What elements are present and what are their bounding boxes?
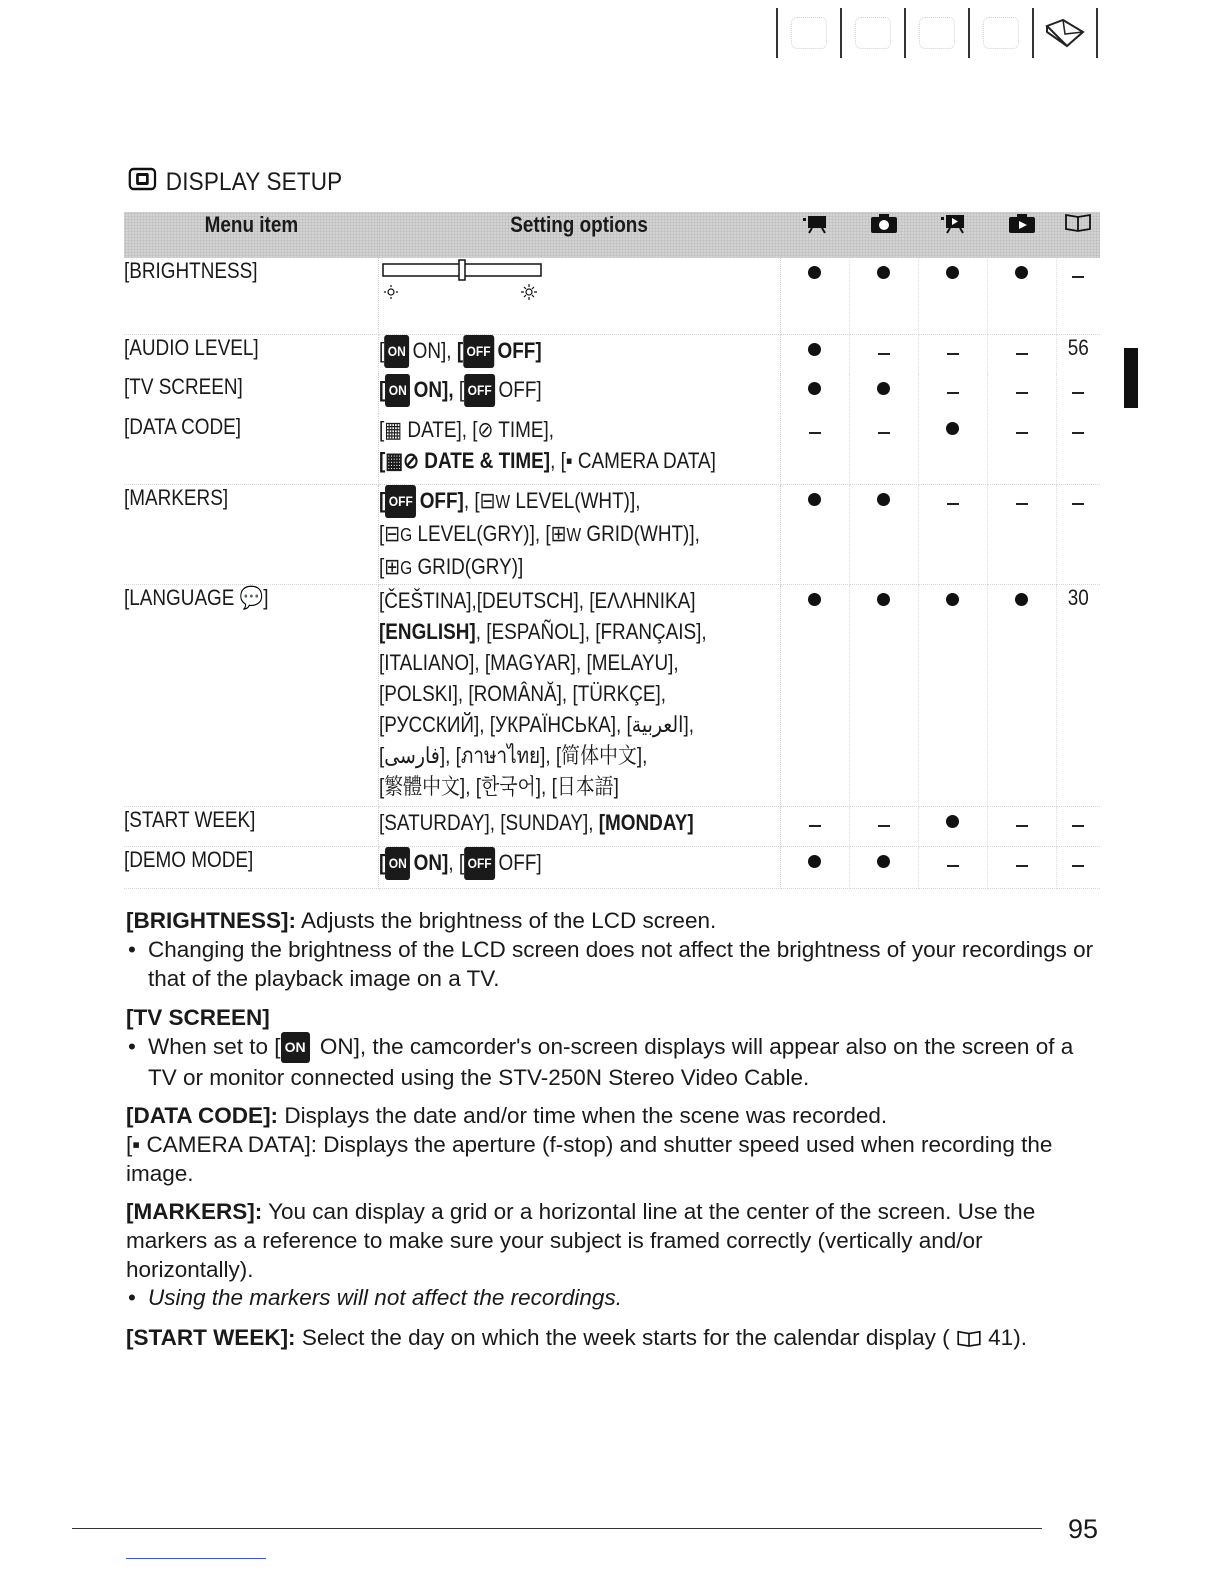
setting-options-cell: [ ON ON], [ OFF OFF] [378,334,780,374]
reference-cell: 30 [1056,584,1100,806]
table-row [124,414,1100,484]
movie-tab-icon [776,8,840,58]
header-tab-strip [776,8,1098,58]
menu-item-header: Menu item [124,212,378,258]
table-row [124,334,1100,374]
table-row [124,258,1100,334]
display-setup-table [124,212,1100,889]
on-badge-icon: ON [385,847,410,880]
brightness-note: • Changing the brightness of the LCD screen does not affect the brightness of your recordings or that of the playback image on a TV. [128,937,1094,991]
reference-cell [1056,414,1100,484]
brightness-scale-graphic [379,258,559,302]
movie-playback-icon [918,212,987,258]
mark-cell [918,258,987,334]
mark-cell [849,806,918,846]
footer-blue-rule [126,1558,266,1559]
table-row [124,584,1100,806]
markers-description: [MARKERS]: You can display a grid or a horizontal line at the center of the screen. Use the markers as a reference to make sure your subject is framed correctly (vertically and/or horizontally). [126,1199,1036,1282]
mark-cell [849,374,918,414]
start-week-description: [START WEEK]: Select the day on which the week starts for the calendar display ( 41). [126,1325,1027,1350]
mark-cell [987,806,1056,846]
menu-item-cell: [LANGUAGE 💬] [124,584,378,806]
table-row [124,806,1100,846]
level-marker-icon: ⊟ [383,520,400,546]
tv-screen-note: • When set to [ ON ON], the camcorder's on-screen displays will appear also on the screen of a TV or monitor connected using the STV-250N Stereo Video Cable. [128,1034,1074,1090]
mark-cell [780,846,849,888]
photo-tab-icon [840,8,904,58]
menu-item-cell: [BRIGHTNESS] [124,258,378,334]
setting-options-header: Setting options [378,212,780,258]
photo-playback-icon [987,212,1056,258]
reference-cell: 56 [1067,334,1089,360]
on-badge-icon: ON [384,335,409,368]
menu-item-cell: [AUDIO LEVEL] [124,334,378,374]
footer-rule [72,1528,1042,1529]
mark-cell [849,258,918,334]
off-badge-icon: OFF [385,485,416,518]
reference-cell [1056,846,1100,888]
book-reference-icon [950,1325,982,1350]
mark-cell [918,484,987,584]
dim-sun-icon [384,285,398,299]
date-time-icon: ▦⊘ [384,448,419,473]
menu-item-cell: [DEMO MODE] [124,846,378,888]
mark-cell [918,584,987,806]
section-title-text: DISPLAY SETUP [165,168,343,196]
photo-record-icon [849,212,918,258]
book-tab-icon [1032,8,1098,58]
on-badge-icon: ON [385,374,410,407]
camera-data-description: [▪ CAMERA DATA]: Displays the aperture (f-stop) and shutter speed used when recording the image. [126,1132,1053,1186]
reference-cell [1056,374,1100,414]
reference-cell [1056,258,1100,334]
language-speech-icon: 💬 [239,584,264,610]
setting-options-cell: [ OFF OFF], [⊟W LEVEL(WHT)], [⊟G LEVEL(GRY)], [⊞W GRID(WHT)], [⊞G GRID(GRY)] [378,484,780,584]
menu-item-cell: [TV SCREEN] [124,374,378,414]
chapter-thumb-bar [1124,348,1138,408]
camera-data-icon: ▪ [565,448,573,473]
mark-cell [849,584,918,806]
off-badge-icon: OFF [464,847,495,880]
level-marker-icon: ⊟ [479,487,495,513]
mark-cell [987,846,1056,888]
mark-cell [987,584,1056,806]
section-title [128,166,342,199]
setting-options-cell: [SATURDAY], [SUNDAY], [MONDAY] [378,806,780,846]
on-badge-icon: ON [281,1032,310,1063]
mark-cell [780,806,849,846]
menu-item-cell: [START WEEK] [124,806,378,846]
menu-item-cell: [MARKERS] [124,484,378,584]
mark-cell [918,806,987,846]
bright-sun-icon [521,284,537,300]
movie-record-icon [780,212,849,258]
table-header-row [124,212,1100,258]
brightness-slider [378,258,780,334]
mark-cell [987,258,1056,334]
mark-cell [849,846,918,888]
display-setup-icon [128,166,157,199]
mark-cell [780,584,849,806]
mark-cell [987,484,1056,584]
setting-options-cell: [▦ DATE], [⊘ TIME], [▦⊘ DATE & TIME], [▪ CAMERA DATA] [378,414,780,484]
calendar-icon: ▦ [383,417,402,442]
page-number: 95 [1068,1514,1099,1544]
reference-cell [1056,806,1100,846]
table-row [124,484,1100,584]
clock-icon: ⊘ [477,417,493,442]
mark-cell [780,484,849,584]
off-badge-icon: OFF [464,374,495,407]
mark-cell [918,846,987,888]
mark-cell [780,414,849,484]
setting-options-cell: [ ON ON], [ OFF OFF] [378,846,780,888]
mark-cell [987,414,1056,484]
mark-cell [918,414,987,484]
reference-cell [1056,484,1100,584]
data-code-description: [DATA CODE]: Displays the date and/or time when the scene was recorded. [126,1103,888,1128]
mark-cell [780,334,849,374]
grid-marker-icon: ⊞ [550,520,566,546]
brightness-description: [BRIGHTNESS]: Adjusts the brightness of the LCD screen. [126,908,717,933]
mark-cell [918,374,987,414]
mark-cell [987,374,1056,414]
table-row [124,374,1100,414]
playback-tab-icon [968,8,1032,58]
book-reference-icon [1056,212,1100,258]
mark-cell [918,334,987,374]
language-options-cell: [ČEŠTINA],[DEUTSCH], [ΕΛΛΗΝΙΚΑ] [ENGLISH], [ESPAÑOL], [FRANÇAIS], [ITALIANO], [MAGYAR], [MELAYU], [POLSKI], [ROMÂNĂ], [TÜRKÇE], [РУССКИЙ], [УКРАЇНСЬКА], [العربية], [فارسی], [ภาษาไทย], [简体中文], [繁體中文], [한국어], [日本語] [378,584,780,806]
setting-options-cell: [ ON ON], [ OFF OFF] [378,374,780,414]
mark-cell [987,334,1056,374]
camera-data-icon: ▪ [132,1132,141,1157]
table-row [124,846,1100,888]
mark-cell [780,374,849,414]
settings-tab-icon [904,8,968,58]
markers-note: • Using the markers will not affect the recordings. [128,1285,622,1310]
mark-cell [849,484,918,584]
tv-screen-heading: [TV SCREEN] [126,1005,270,1030]
mark-cell [780,258,849,334]
grid-marker-icon: ⊞ [383,553,400,579]
mark-cell [849,414,918,484]
menu-item-cell: [DATA CODE] [124,414,378,484]
off-badge-icon: OFF [463,335,494,368]
mark-cell [849,334,918,374]
